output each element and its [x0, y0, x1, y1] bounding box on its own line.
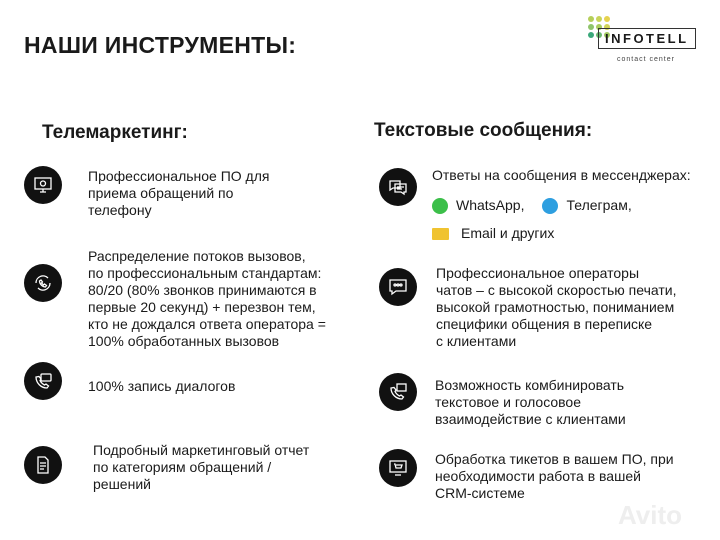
email-icon: [432, 228, 449, 240]
call-recording-icon: [24, 362, 62, 400]
page-title: НАШИ ИНСТРУМЕНТЫ:: [24, 32, 297, 58]
text-messages-heading: Текстовые сообщения:: [374, 120, 593, 141]
whatsapp-icon: [432, 198, 448, 214]
chat-messages-icon: [379, 168, 417, 206]
telemarketing-item-3: 100% запись диалогов: [88, 378, 236, 394]
cart-monitor-icon: [379, 449, 417, 487]
telemarketing-item-1: Профессиональное ПО для приема обращений по телефону: [88, 168, 270, 218]
text-item-3: Возможность комбинировать текстовое и голосовое взаимодействие с клиентами: [435, 377, 626, 427]
telegram-icon: [542, 198, 558, 214]
telemarketing-heading: Телемаркетинг:: [42, 122, 188, 143]
telemarketing-item-4: Подробный маркетинговый отчет по категориям обращений / решений: [93, 442, 310, 492]
monitor-gear-icon: [24, 166, 62, 204]
report-document-icon: [24, 446, 62, 484]
text-item-4: Обработка тикетов в вашем ПО, при необходимости работа в вашей CRM-системе: [435, 451, 674, 501]
whatsapp-channel: WhatsApp, Телеграм,: [432, 197, 632, 214]
avito-watermark: Avito: [618, 500, 683, 530]
text-item-2: Профессиональное операторы чатов – с высокой скоростью печати, высокой грамотностью, пониманием специфики общения в переписке с клиентами: [436, 265, 677, 349]
phone-cycle-icon: [24, 264, 62, 302]
telemarketing-item-2: Распределение потоков вызовов, по профессиональным стандартам: 80/20 (80% звонков принимаются в первые 20 секунд) + перезвон тем, кто не дождался ответа оператора = 100% обработанных вызовов: [88, 248, 326, 349]
logo: INFOTELL: [598, 28, 696, 49]
operators-chat-icon: [379, 268, 417, 306]
email-channel: Email и других: [432, 225, 554, 242]
phone-chat-icon: [379, 373, 417, 411]
text-item-1: Ответы на сообщения в мессенджерах:: [432, 167, 691, 183]
logo-tagline: contact center: [617, 56, 675, 63]
